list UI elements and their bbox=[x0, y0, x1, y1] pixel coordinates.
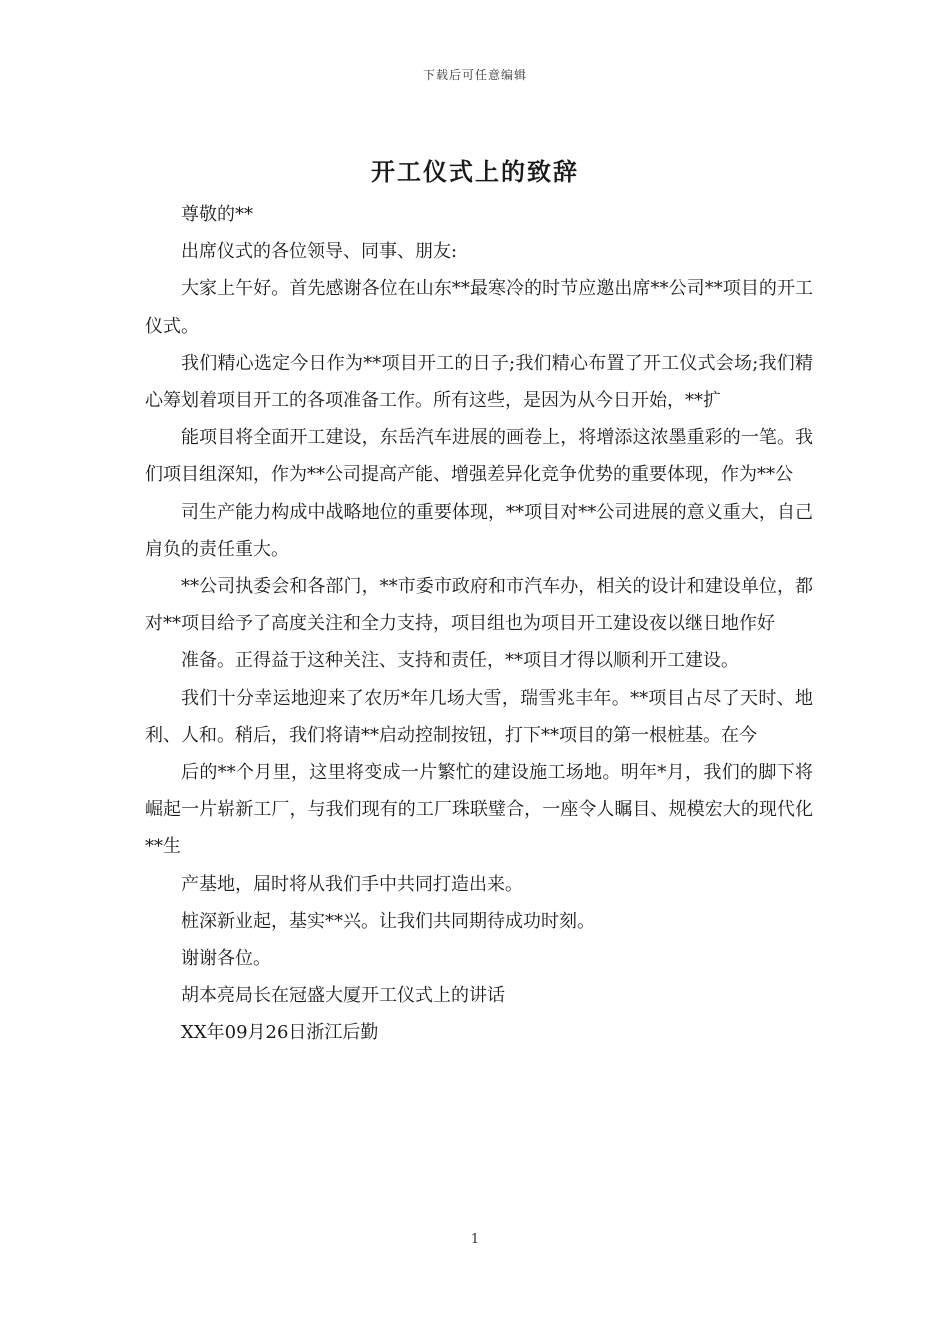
paragraph-audience: 出席仪式的各位领导、同事、朋友: bbox=[181, 241, 458, 263]
header-note: 下载后可任意编辑 bbox=[422, 68, 527, 82]
paragraph: 我们十分幸运地迎来了农历*年几场大雪，瑞雪兆丰年。**项目占尽了天时、地利、人和。稍后，我们将请**启动控制按钮，打下**项目的第一根桩基。在今 bbox=[145, 687, 813, 746]
page-number: 1 bbox=[470, 1232, 480, 1247]
paragraph: 产基地，届时将从我们手中共同打造出来。 bbox=[181, 873, 523, 895]
paragraph: 准备。正得益于这种关注、支持和责任，**项目才得以顺利开工建设。 bbox=[181, 650, 739, 672]
paragraph: 司生产能力构成中战略地位的重要体现，**项目对**公司进展的意义重大，自己肩负的责任重大。 bbox=[145, 501, 813, 560]
paragraph-salutation: 尊敬的** bbox=[181, 204, 253, 225]
paragraph-thanks: 谢谢各位。 bbox=[181, 948, 271, 970]
paragraph-speech-title: 胡本亮局长在冠盛大厦开工仪式上的讲话 bbox=[181, 985, 505, 1007]
paragraph: 后的**个月里，这里将变成一片繁忙的建设施工场地。明年*月，我们的脚下将崛起一片崭新工厂，与我们现有的工厂珠联璧合，一座令人瞩目、规模宏大的现代化**生 bbox=[145, 762, 813, 858]
paragraph-date: XX年09月26日浙江后勤 bbox=[181, 1022, 379, 1044]
paragraph: 我们精心选定今日作为**项目开工的日子;我们精心布置了开工仪式会场;我们精心筹划着项目开工的各项准备工作。所有这些，是因为从今日开始，**扩 bbox=[145, 352, 813, 412]
paragraph: 桩深新业起，基实**兴。让我们共同期待成功时刻。 bbox=[181, 910, 595, 932]
document-title: 开工仪式上的致辞 bbox=[371, 157, 579, 186]
paragraph: **公司执委会和各部门，**市委市政府和市汽车办，相关的设计和建设单位，都对**项目给予了高度关注和全力支持，项目组也为项目开工建设夜以继日地作好 bbox=[145, 576, 813, 635]
paragraph: 能项目将全面开工建设，东岳汽车进展的画卷上，将增添这浓墨重彩的一笔。我们项目组深知，作为**公司提高产能、增强差异化竞争优势的重要体现，作为**公 bbox=[145, 427, 813, 486]
document-body bbox=[145, 196, 813, 1052]
paragraph: 大家上午好。首先感谢各位在山东**最寒冷的时节应邀出席**公司**项目的开工仪式。 bbox=[145, 278, 813, 337]
